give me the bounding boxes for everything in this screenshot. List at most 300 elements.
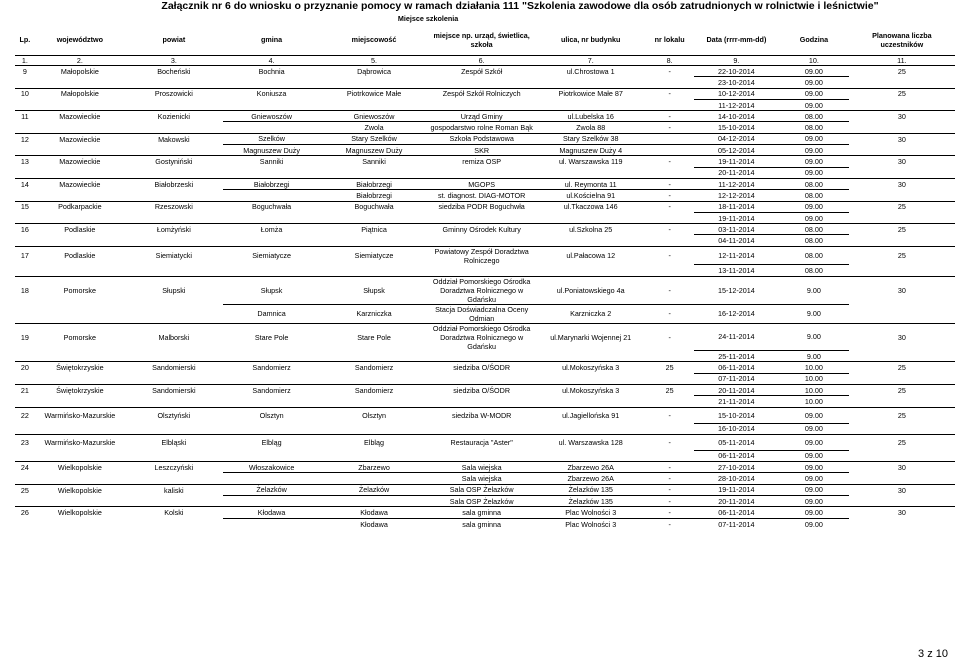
cell-lp: [15, 373, 35, 384]
cell-powiat: kaliski: [125, 484, 223, 495]
cell-miejsce: siedziba W-MODR: [428, 407, 536, 423]
cell-wojewodztwo: Świętokrzyskie: [35, 362, 125, 373]
cell-miejsce: MGOPS: [428, 178, 536, 189]
cell-data: 04-11-2014: [694, 235, 780, 246]
cell-miejsce: [428, 99, 536, 110]
cell-liczba: [849, 351, 955, 362]
cell-powiat: Łomżyński: [125, 224, 223, 235]
table-row: [15, 373, 955, 384]
cell-miejsce: [428, 77, 536, 88]
cell-godzina: 09.00: [779, 145, 849, 156]
cell-lp: [15, 77, 35, 88]
cell-liczba: 25: [849, 224, 955, 235]
cell-liczba: [849, 99, 955, 110]
cell-godzina: 08.00: [779, 265, 849, 276]
cell-nr-lokalu: -: [646, 178, 694, 189]
cell-lp: [15, 145, 35, 156]
cell-data: 22-10-2014: [694, 66, 780, 77]
cell-gmina: [223, 265, 321, 276]
cell-ulica: Zwola 88: [536, 122, 646, 133]
cell-data: 04-12-2014: [694, 133, 780, 144]
cell-ulica: ul.Marynarki Wojennej 21: [536, 323, 646, 351]
cell-liczba: 30: [849, 323, 955, 351]
table-row: [15, 156, 955, 167]
cell-lp: 12: [15, 133, 35, 144]
header-miejsce: miejsce np. urząd, świetlica, szkoła: [428, 24, 536, 56]
cell-nr-lokalu: [646, 423, 694, 434]
cell-nr-lokalu: [646, 133, 694, 144]
cell-powiat: [125, 373, 223, 384]
cell-nr-lokalu: [646, 265, 694, 276]
cell-data: 20-11-2014: [694, 384, 780, 395]
cell-data: 07-11-2014: [694, 518, 780, 529]
cell-liczba: [849, 518, 955, 529]
cell-data: 06-11-2014: [694, 362, 780, 373]
header-ulica: ulica, nr budynku: [536, 24, 646, 56]
cell-liczba: [849, 190, 955, 201]
table-row: [15, 396, 955, 407]
cell-nr-lokalu: -: [646, 122, 694, 133]
cell-wojewodztwo: [35, 212, 125, 223]
cell-lp: [15, 473, 35, 484]
cell-godzina: 09.00: [779, 484, 849, 495]
cell-data: 06-11-2014: [694, 450, 780, 461]
cell-wojewodztwo: [35, 145, 125, 156]
cell-ulica: ul.Kościelna 91: [536, 190, 646, 201]
column-number: 5.: [320, 56, 427, 66]
cell-data: 27-10-2014: [694, 462, 780, 473]
cell-miejsce: Gminny Ośrodek Kultury: [428, 224, 536, 235]
cell-data: 11-12-2014: [694, 99, 780, 110]
cell-nr-lokalu: -: [646, 496, 694, 507]
cell-miejscowosc: [320, 99, 427, 110]
cell-liczba: 30: [849, 484, 955, 495]
cell-nr-lokalu: [646, 212, 694, 223]
cell-wojewodztwo: Podlaskie: [35, 246, 125, 265]
cell-wojewodztwo: [35, 190, 125, 201]
cell-gmina: Szelków: [223, 133, 321, 144]
cell-liczba: [849, 473, 955, 484]
cell-lp: [15, 167, 35, 178]
cell-wojewodztwo: Podlaskie: [35, 224, 125, 235]
cell-miejsce: sala gminna: [428, 518, 536, 529]
cell-lp: [15, 265, 35, 276]
cell-powiat: [125, 212, 223, 223]
cell-powiat: [125, 351, 223, 362]
cell-powiat: Leszczyński: [125, 462, 223, 473]
cell-data: 15-10-2014: [694, 407, 780, 423]
cell-miejscowosc: Żelazków: [320, 484, 427, 495]
cell-gmina: Żelazków: [223, 484, 321, 495]
cell-miejsce: [428, 167, 536, 178]
cell-gmina: Damnica: [223, 304, 321, 323]
cell-wojewodztwo: Wielkopolskie: [35, 462, 125, 473]
table-row: [15, 122, 955, 133]
cell-lp: [15, 496, 35, 507]
table-row: [15, 462, 955, 473]
cell-godzina: 10.00: [779, 384, 849, 395]
cell-ulica: Plac Wolności 3: [536, 507, 646, 518]
cell-nr-lokalu: -: [646, 88, 694, 99]
cell-ulica: [536, 235, 646, 246]
cell-powiat: Kozienicki: [125, 111, 223, 122]
cell-miejscowosc: Sandomierz: [320, 362, 427, 373]
cell-liczba: 25: [849, 88, 955, 99]
cell-powiat: [125, 265, 223, 276]
cell-powiat: Sandomierski: [125, 384, 223, 395]
cell-miejscowosc: [320, 235, 427, 246]
cell-wojewodztwo: [35, 496, 125, 507]
cell-gmina: [223, 373, 321, 384]
table-row: [15, 362, 955, 373]
table-row: [15, 167, 955, 178]
cell-nr-lokalu: [646, 351, 694, 362]
cell-data: 15-10-2014: [694, 122, 780, 133]
cell-powiat: [125, 396, 223, 407]
table-row: [15, 77, 955, 88]
cell-miejscowosc: [320, 265, 427, 276]
cell-miejscowosc: Stary Szelków: [320, 133, 427, 144]
cell-gmina: [223, 351, 321, 362]
cell-nr-lokalu: -: [646, 473, 694, 484]
table-row: [15, 111, 955, 122]
table-row: [15, 450, 955, 461]
cell-lp: 16: [15, 224, 35, 235]
cell-lp: [15, 235, 35, 246]
cell-ulica: ul.Lubelska 16: [536, 111, 646, 122]
cell-godzina: 10.00: [779, 362, 849, 373]
cell-liczba: 30: [849, 156, 955, 167]
cell-ulica: Żelazków 135: [536, 496, 646, 507]
cell-nr-lokalu: -: [646, 276, 694, 304]
cell-miejscowosc: Zwola: [320, 122, 427, 133]
cell-miejsce: Zespół Szkół: [428, 66, 536, 77]
table-row: [15, 473, 955, 484]
cell-godzina: 08.00: [779, 246, 849, 265]
training-locations-table: [15, 13, 955, 529]
cell-powiat: Gostyniński: [125, 156, 223, 167]
cell-liczba: [849, 145, 955, 156]
header-lp: Lp.: [15, 24, 35, 56]
cell-godzina: 08.00: [779, 178, 849, 189]
cell-lp: [15, 351, 35, 362]
cell-ulica: [536, 99, 646, 110]
cell-miejsce: Sala wiejska: [428, 462, 536, 473]
cell-data: 05-11-2014: [694, 434, 780, 450]
cell-liczba: [849, 396, 955, 407]
cell-ulica: ul.Jagiellońska 91: [536, 407, 646, 423]
cell-nr-lokalu: -: [646, 304, 694, 323]
cell-gmina: Sandomierz: [223, 362, 321, 373]
cell-liczba: 30: [849, 111, 955, 122]
cell-godzina: 08.00: [779, 122, 849, 133]
cell-wojewodztwo: [35, 473, 125, 484]
cell-nr-lokalu: -: [646, 201, 694, 212]
cell-wojewodztwo: Mazowieckie: [35, 111, 125, 122]
cell-ulica: [536, 212, 646, 223]
cell-powiat: [125, 145, 223, 156]
cell-miejsce: [428, 212, 536, 223]
cell-miejsce: Oddział Pomorskiego Ośrodka Doradztwa Rolnicznego w Gdańsku: [428, 276, 536, 304]
cell-wojewodztwo: Wielkopolskie: [35, 507, 125, 518]
table-row: [15, 407, 955, 423]
cell-godzina: 08.00: [779, 235, 849, 246]
cell-liczba: [849, 265, 955, 276]
cell-ulica: ul. Warszawska 128: [536, 434, 646, 450]
table-row: [15, 133, 955, 144]
cell-gmina: Słupsk: [223, 276, 321, 304]
cell-nr-lokalu: 25: [646, 362, 694, 373]
cell-godzina: 08.00: [779, 190, 849, 201]
cell-miejscowosc: Siemiatycze: [320, 246, 427, 265]
column-number: 3.: [125, 56, 223, 66]
cell-godzina: 09.00: [779, 507, 849, 518]
cell-liczba: 30: [849, 178, 955, 189]
cell-liczba: [849, 212, 955, 223]
cell-miejscowosc: [320, 450, 427, 461]
cell-miejscowosc: [320, 212, 427, 223]
cell-godzina: 10.00: [779, 396, 849, 407]
cell-gmina: [223, 423, 321, 434]
cell-powiat: [125, 518, 223, 529]
cell-ulica: Magnuszew Duży 4: [536, 145, 646, 156]
header-miejscowosc: miejscowość: [320, 24, 427, 56]
cell-data: 25-11-2014: [694, 351, 780, 362]
cell-nr-lokalu: [646, 450, 694, 461]
cell-gmina: Stare Pole: [223, 323, 321, 351]
table-row: [15, 190, 955, 201]
cell-nr-lokalu: [646, 99, 694, 110]
cell-miejscowosc: Słupsk: [320, 276, 427, 304]
table-row: [15, 212, 955, 223]
cell-wojewodztwo: [35, 99, 125, 110]
group-header: Miejsce szkolenia: [397, 14, 459, 23]
cell-miejsce: [428, 450, 536, 461]
cell-gmina: Koniusza: [223, 88, 321, 99]
cell-miejscowosc: Piotrkowice Małe: [320, 88, 427, 99]
cell-powiat: [125, 99, 223, 110]
cell-lp: 18: [15, 276, 35, 304]
column-number: 6.: [428, 56, 536, 66]
cell-gmina: Sandomierz: [223, 384, 321, 395]
table-row: [15, 304, 955, 323]
cell-miejscowosc: Kłodawa: [320, 518, 427, 529]
table-row: [15, 224, 955, 235]
column-number: 1.: [15, 56, 35, 66]
cell-powiat: Malborski: [125, 323, 223, 351]
cell-nr-lokalu: -: [646, 518, 694, 529]
cell-powiat: Rzeszowski: [125, 201, 223, 212]
cell-ulica: [536, 450, 646, 461]
cell-miejsce: Stacja Doświadczalna Oceny Odmian: [428, 304, 536, 323]
cell-godzina: 09.00: [779, 167, 849, 178]
cell-lp: [15, 450, 35, 461]
cell-ulica: ul.Mokoszyńska 3: [536, 384, 646, 395]
cell-liczba: [849, 77, 955, 88]
table-row: [15, 145, 955, 156]
cell-godzina: 09.00: [779, 434, 849, 450]
table-row: [15, 178, 955, 189]
cell-miejscowosc: Boguchwała: [320, 201, 427, 212]
cell-lp: 15: [15, 201, 35, 212]
cell-data: 19-11-2014: [694, 484, 780, 495]
cell-miejsce: [428, 423, 536, 434]
cell-miejsce: Szkoła Podstawowa: [428, 133, 536, 144]
header-gmina: gmina: [223, 24, 321, 56]
cell-liczba: 30: [849, 507, 955, 518]
column-number: 9.: [694, 56, 780, 66]
cell-miejsce: Sala OSP Żelazków: [428, 484, 536, 495]
cell-powiat: Bocheński: [125, 66, 223, 77]
cell-godzina: 10.00: [779, 373, 849, 384]
column-number: 2.: [35, 56, 125, 66]
cell-data: 18-11-2014: [694, 201, 780, 212]
cell-lp: 11: [15, 111, 35, 122]
cell-wojewodztwo: [35, 373, 125, 384]
cell-miejsce: SKR: [428, 145, 536, 156]
cell-ulica: ul.Pałacowa 12: [536, 246, 646, 265]
cell-miejsce: st. diagnost. DIAG-MOTOR: [428, 190, 536, 201]
cell-gmina: [223, 99, 321, 110]
cell-godzina: 9.00: [779, 304, 849, 323]
table-row: [15, 484, 955, 495]
cell-ulica: ul. Reymonta 11: [536, 178, 646, 189]
cell-miejscowosc: Stare Pole: [320, 323, 427, 351]
cell-data: 05-12-2014: [694, 145, 780, 156]
cell-miejscowosc: Sandomierz: [320, 384, 427, 395]
cell-ulica: [536, 77, 646, 88]
column-number: 8.: [646, 56, 694, 66]
cell-powiat: [125, 77, 223, 88]
cell-gmina: Boguchwała: [223, 201, 321, 212]
cell-miejscowosc: Białobrzegi: [320, 190, 427, 201]
cell-godzina: 09.00: [779, 77, 849, 88]
cell-miejscowosc: Elbląg: [320, 434, 427, 450]
cell-wojewodztwo: Pomorske: [35, 323, 125, 351]
cell-data: 16-10-2014: [694, 423, 780, 434]
cell-gmina: Elbląg: [223, 434, 321, 450]
cell-miejsce: siedziba O/ŚODR: [428, 362, 536, 373]
cell-wojewodztwo: [35, 167, 125, 178]
cell-data: 20-11-2014: [694, 167, 780, 178]
cell-liczba: 30: [849, 133, 955, 144]
cell-lp: 21: [15, 384, 35, 395]
cell-lp: 25: [15, 484, 35, 495]
cell-gmina: [223, 496, 321, 507]
cell-lp: 14: [15, 178, 35, 189]
cell-wojewodztwo: [35, 122, 125, 133]
cell-wojewodztwo: Świętokrzyskie: [35, 384, 125, 395]
cell-ulica: ul.Tkaczowa 146: [536, 201, 646, 212]
cell-ulica: Zbarzewo 26A: [536, 473, 646, 484]
cell-gmina: Siemiatycze: [223, 246, 321, 265]
cell-godzina: 09.00: [779, 450, 849, 461]
cell-nr-lokalu: [646, 77, 694, 88]
cell-data: 06-11-2014: [694, 507, 780, 518]
cell-ulica: [536, 351, 646, 362]
cell-miejscowosc: [320, 351, 427, 362]
cell-nr-lokalu: -: [646, 111, 694, 122]
cell-lp: 19: [15, 323, 35, 351]
cell-ulica: ul. Warszawska 119: [536, 156, 646, 167]
cell-lp: 20: [15, 362, 35, 373]
cell-ulica: [536, 396, 646, 407]
cell-gmina: [223, 212, 321, 223]
cell-godzina: 08.00: [779, 111, 849, 122]
cell-nr-lokalu: -: [646, 66, 694, 77]
cell-nr-lokalu: -: [646, 190, 694, 201]
cell-miejscowosc: Dąbrowica: [320, 66, 427, 77]
cell-data: 24-11-2014: [694, 323, 780, 351]
cell-powiat: [125, 450, 223, 461]
cell-ulica: ul.Chrostowa 1: [536, 66, 646, 77]
cell-data: 10-12-2014: [694, 88, 780, 99]
cell-nr-lokalu: -: [646, 156, 694, 167]
cell-gmina: [223, 396, 321, 407]
cell-miejsce: Powiatowy Zespół Doradztwa Rolniczego: [428, 246, 536, 265]
cell-powiat: Makowski: [125, 133, 223, 144]
cell-powiat: Białobrzeski: [125, 178, 223, 189]
cell-wojewodztwo: [35, 265, 125, 276]
cell-liczba: [849, 122, 955, 133]
table-row: [15, 423, 955, 434]
cell-ulica: Zbarzewo 26A: [536, 462, 646, 473]
cell-liczba: 25: [849, 362, 955, 373]
cell-powiat: [125, 167, 223, 178]
header-godzina: Godzina: [779, 24, 849, 56]
cell-ulica: Piotrkowice Małe 87: [536, 88, 646, 99]
cell-gmina: [223, 167, 321, 178]
column-number: 4.: [223, 56, 321, 66]
cell-miejsce: [428, 351, 536, 362]
cell-miejscowosc: Olsztyn: [320, 407, 427, 423]
cell-wojewodztwo: [35, 450, 125, 461]
cell-powiat: [125, 304, 223, 323]
cell-miejsce: Restauracja "Aster": [428, 434, 536, 450]
cell-wojewodztwo: Wielkopolskie: [35, 484, 125, 495]
table-row: [15, 384, 955, 395]
cell-miejsce: Zespół Szkół Rolniczych: [428, 88, 536, 99]
cell-liczba: [849, 373, 955, 384]
cell-lp: [15, 212, 35, 223]
cell-lp: 13: [15, 156, 35, 167]
cell-wojewodztwo: Mazowieckie: [35, 133, 125, 144]
cell-powiat: [125, 423, 223, 434]
cell-miejscowosc: Magnuszew Duży: [320, 145, 427, 156]
cell-miejsce: Sala wiejska: [428, 473, 536, 484]
cell-gmina: Gniewoszów: [223, 111, 321, 122]
cell-godzina: 09.00: [779, 88, 849, 99]
table-row: [15, 265, 955, 276]
header-powiat: powiat: [125, 24, 223, 56]
cell-godzina: 08.00: [779, 224, 849, 235]
column-number: 10.: [779, 56, 849, 66]
cell-godzina: 09.00: [779, 496, 849, 507]
table-row: [15, 434, 955, 450]
cell-lp: [15, 396, 35, 407]
cell-miejsce: Urząd Gminy: [428, 111, 536, 122]
table-row: [15, 496, 955, 507]
cell-nr-lokalu: [646, 167, 694, 178]
cell-data: 12-12-2014: [694, 190, 780, 201]
cell-miejscowosc: [320, 77, 427, 88]
cell-lp: 17: [15, 246, 35, 265]
cell-powiat: Olsztyński: [125, 407, 223, 423]
cell-nr-lokalu: -: [646, 507, 694, 518]
cell-gmina: Włoszakowice: [223, 462, 321, 473]
cell-data: 23-10-2014: [694, 77, 780, 88]
table-row: [15, 201, 955, 212]
